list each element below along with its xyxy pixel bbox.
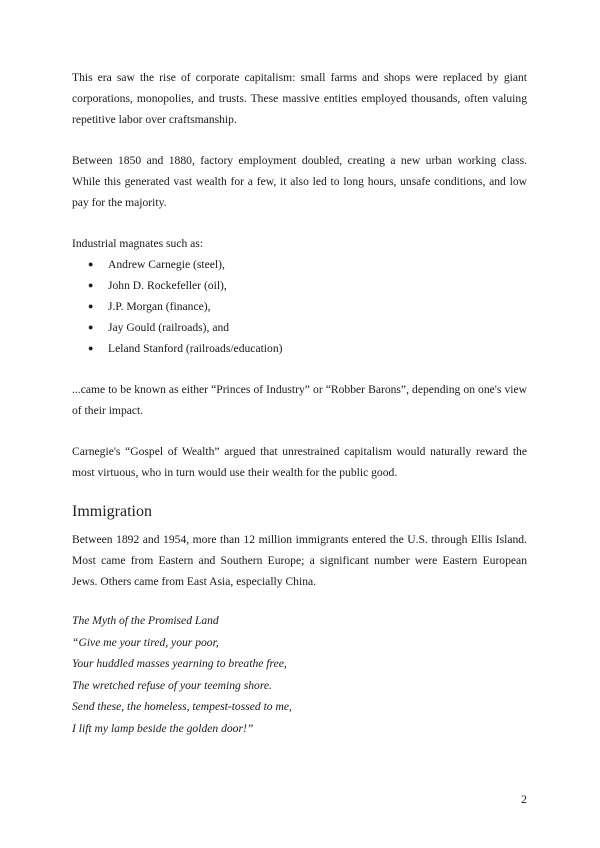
list-item-text: J.P. Morgan (finance), [108, 300, 211, 313]
list-item-text: Jay Gould (railroads), and [108, 321, 230, 334]
paragraph-princes-or-barons: ...came to be known as either “Princes of Industry” or “Robber Barons”, depending on one's view of their impact. [72, 383, 527, 417]
page-number: 2 [521, 792, 527, 806]
list-item [72, 338, 527, 359]
poem-line: Your huddled masses yearning to breathe free, [72, 657, 287, 670]
document-page [72, 67, 527, 739]
paragraph-factory-employment: Between 1850 and 1880, factory employment doubled, creating a new urban working class. While this generated vast wealth for a few, it also led to long hours, unsafe conditions, and low pay for the majority. [72, 154, 527, 209]
list-item [72, 317, 527, 338]
poem-line: Send these, the homeless, tempest-tossed to me, [72, 700, 292, 713]
list-item [72, 254, 527, 275]
magnates-list [72, 254, 527, 359]
list-item [72, 275, 527, 296]
poem-block [72, 610, 527, 739]
list-item-text: Andrew Carnegie (steel), [108, 258, 225, 271]
bullet-icon: ● [88, 301, 94, 311]
poem-line: I lift my lamp beside the golden door!” [72, 721, 254, 735]
list-item-text: John D. Rockefeller (oil), [108, 279, 227, 292]
bullet-icon: ● [88, 343, 94, 353]
paragraph-corporate-capitalism: This era saw the rise of corporate capitalism: small farms and shops were replaced by giant corporations, monopolies, and trusts. These massive entities employed thousands, often valuing repetitive labor over craftsmanship. [72, 71, 527, 126]
paragraph-gospel-of-wealth: Carnegie's “Gospel of Wealth” argued that unrestrained capitalism would naturally reward the most virtuous, who in turn would use their wealth for the public good. [72, 445, 527, 479]
section-heading-immigration: Immigration [72, 503, 152, 520]
bullet-icon: ● [88, 259, 94, 269]
poem-line: “Give me your tired, your poor, [72, 635, 219, 649]
poem-title: The Myth of the Promised Land [72, 614, 219, 627]
paragraph-immigration: Between 1892 and 1954, more than 12 million immigrants entered the U.S. through Ellis Island. Most came from Eastern and Southern Europe; a significant number were Eastern European Jews. Others came from East Asia, especially China. [72, 533, 527, 588]
bullet-icon: ● [88, 280, 94, 290]
poem-line: The wretched refuse of your teeming shore. [72, 678, 272, 692]
list-item [72, 296, 527, 317]
paragraph-magnates-intro: Industrial magnates such as: [72, 237, 204, 250]
bullet-icon: ● [88, 322, 94, 332]
list-item-text: Leland Stanford (railroads/education) [108, 342, 283, 355]
